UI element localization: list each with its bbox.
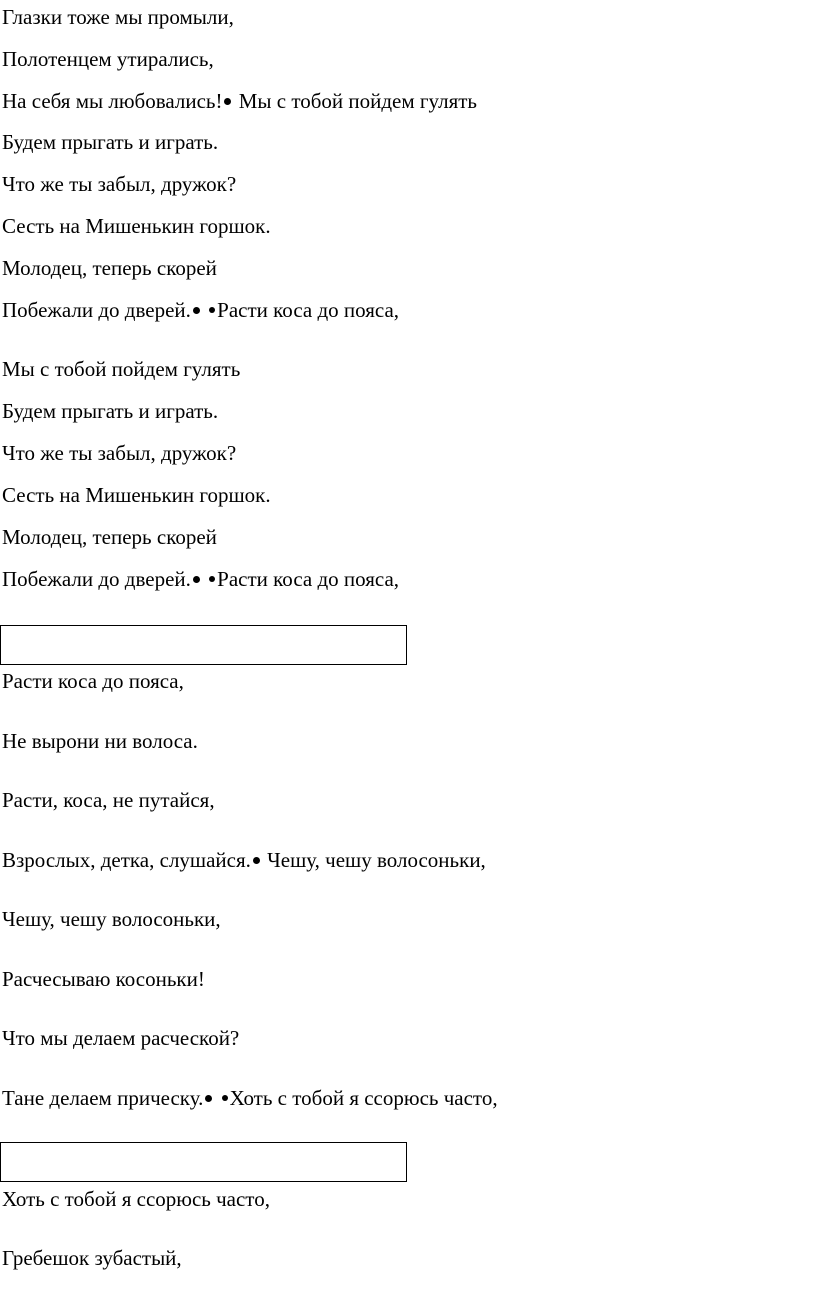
text-line: Полотенцем утирались, [2,47,214,71]
text-line: Будем прыгать и играть. [2,399,219,423]
bullet-icon [193,576,200,583]
text-line: На себя мы любовались! Мы с тобой пойдем гулять [2,89,477,113]
text-line: Сесть на Мишенькин горшок. [2,483,271,507]
text-line: Будем прыгать и играть. [2,130,219,154]
text-line: Сесть на Мишенькин горшок. [2,214,271,238]
bullet-icon [209,307,215,313]
text-line: Мы с тобой пойдем гулять [2,357,241,381]
text-line: Побежали до дверей. Расти коса до пояса, [2,567,400,591]
text-line: Расти коса до пояса, [2,669,184,693]
bullet-icon [253,857,260,864]
bullet-icon [224,98,231,105]
text-line: Хоть с тобой я ссорюсь часто, [2,1187,270,1211]
text-line: Не вырони ни волоса. [2,729,198,753]
text-line: Чешу, чешу волосоньки, [2,907,221,931]
text-line: Расчесываю косоньки! [2,967,205,991]
bullet-icon [209,576,215,582]
text-line: Расти, коса, не путайся, [2,788,215,812]
text-line: Побежали до дверей. Расти коса до пояса, [2,298,400,322]
text-line: Что мы делаем расческой? [2,1026,240,1050]
text-line: Что же ты забыл, дружок? [2,441,237,465]
text-line: Взрослых, детка, слушайся. Чешу, чешу волосоньки, [2,848,486,872]
text-line: Молодец, теперь скорей [2,525,217,549]
text-line: Тане делаем прическу. Хоть с тобой я ссорюсь часто, [2,1086,498,1110]
text-line: Глазки тоже мы промыли, [2,5,234,29]
text-line: Гребешок зубастый, [2,1246,182,1270]
text-line: Что же ты забыл, дружок? [2,172,237,196]
bullet-icon [222,1095,228,1101]
bullet-icon [205,1095,212,1102]
empty-frame [0,1142,407,1182]
empty-frame [0,625,407,665]
bullet-icon [193,307,200,314]
text-line: Молодец, теперь скорей [2,256,217,280]
